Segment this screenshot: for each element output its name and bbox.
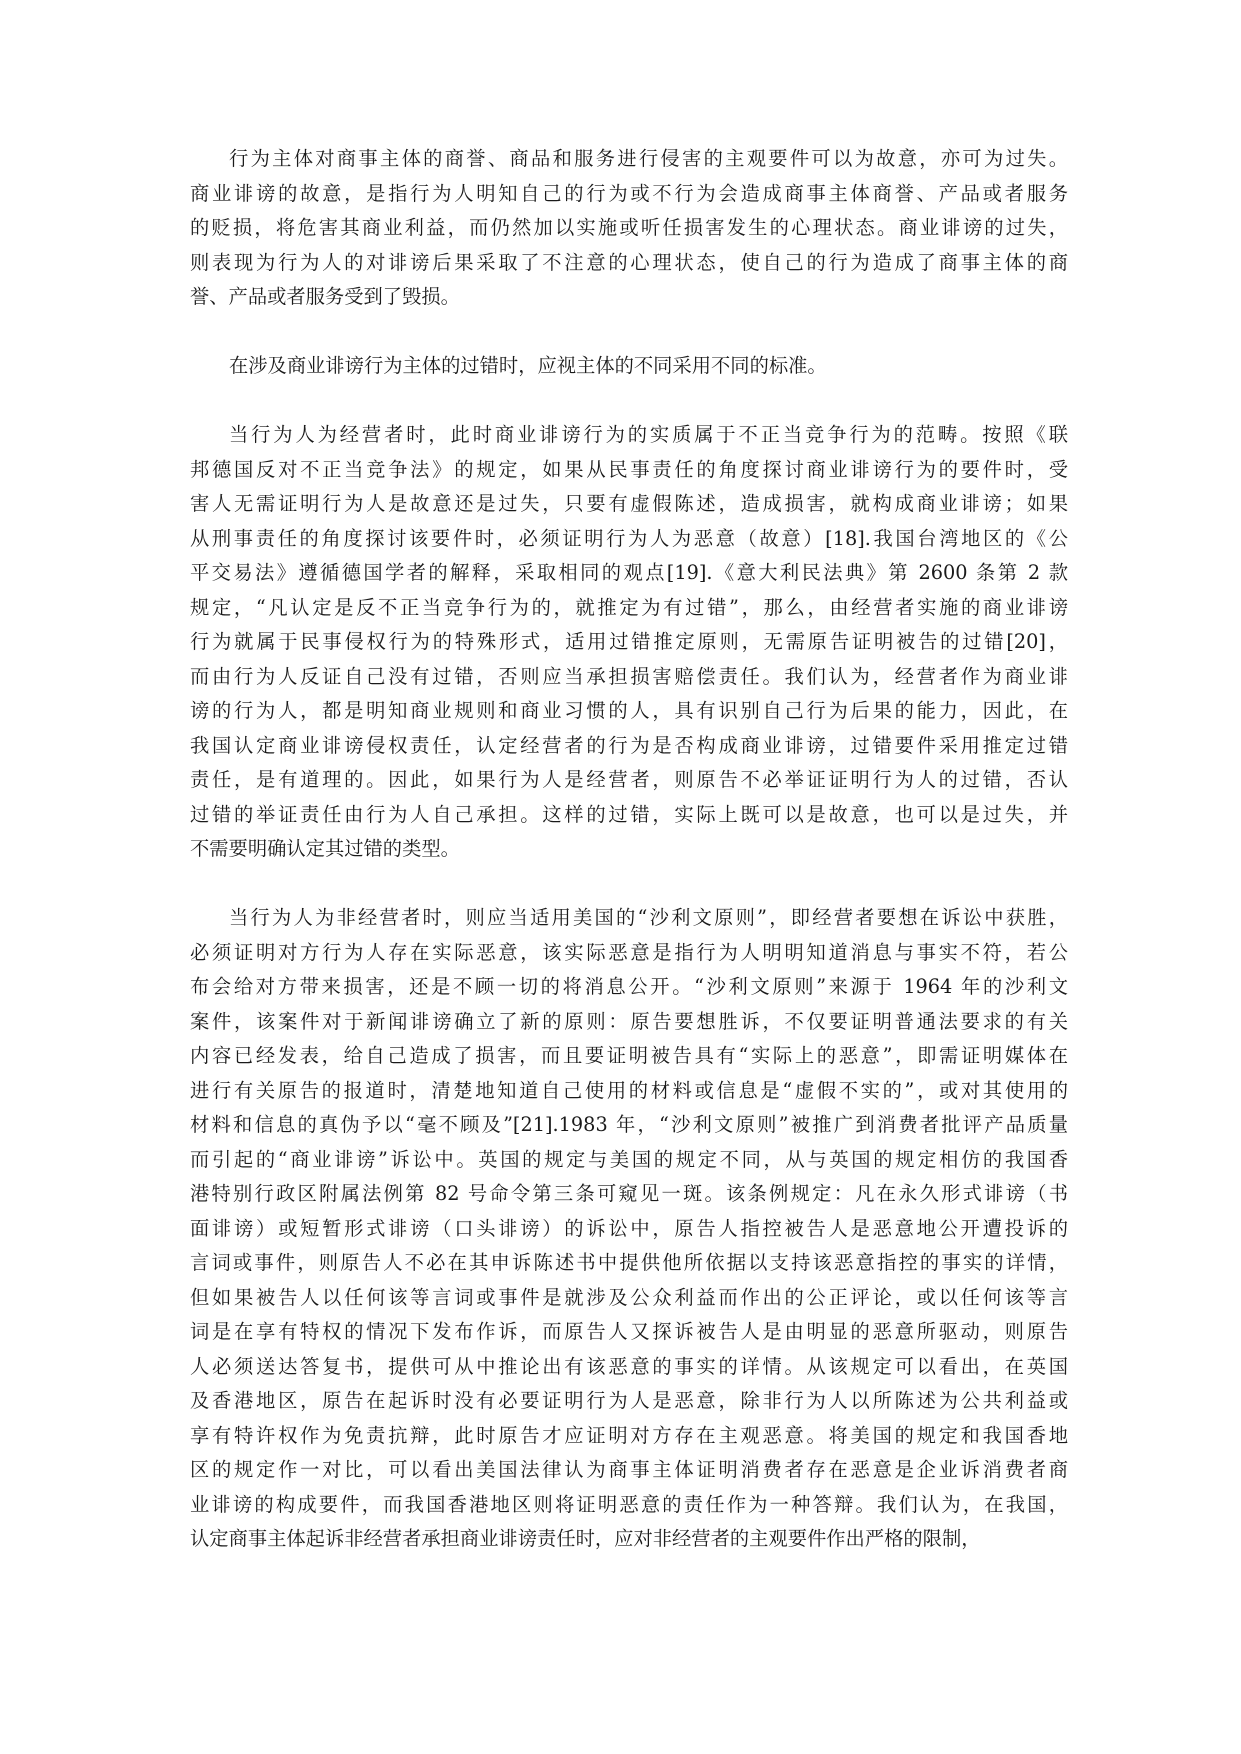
document-body (190, 142, 1068, 1557)
text-line: 则表现为行为人的对诽谤后果采取了不注意的心理状态，使自己的行为造成了商事主体的商 (190, 250, 1068, 274)
text-line: 当行为人为非经营者时，则应当适用美国的“沙利文原则”，即经营者要想在诉讼中获胜， (229, 906, 1068, 929)
paragraph-spacer (190, 867, 1068, 902)
text-line: 害人无需证明行为人是故意还是过失，只要有虚假陈述，造成损害，就构成商业诽谤；如果 (190, 492, 1068, 515)
text-line: 词是在享有特权的情况下发布作诉，而原告人又探诉被告人是由明显的恶意所驱动，则原告 (190, 1320, 1068, 1343)
text-line: 区的规定作一对比，可以看出美国法律认为商事主体证明消费者存在恶意是企业诉消费者商 (190, 1458, 1068, 1481)
text-line: 过错的举证责任由行为人自己承担。这样的过错，实际上既可以是故意，也可以是过失，并 (190, 802, 1068, 826)
text-line: 享有特许权作为免责抗辩，此时原告才应证明对方存在主观恶意。将美国的规定和我国香地 (190, 1423, 1068, 1447)
text-line: 谤的行为人，都是明知商业规则和商业习惯的人，具有识别自己行为后果的能力，因此，在 (190, 699, 1068, 722)
text-line: 材料和信息的真伪予以“毫不顾及”[21].1983 年，“沙利文原则”被推广到消费者批评产品质量 (190, 1113, 1068, 1136)
text-line: 从刑事责任的角度探讨该要件时，必须证明行为人为恶意（故意）[18].我国台湾地区的《公 (190, 526, 1068, 550)
text-line: 平交易法》遵循德国学者的解释，采取相同的观点[19].《意大利民法典》第 2600 条第 2 款 (190, 561, 1068, 584)
paragraph (190, 418, 1068, 867)
text-line: 我国认定商业诽谤侵权责任，认定经营者的行为是否构成商业诽谤，过错要件采用推定过错 (190, 733, 1068, 757)
text-line: 言词或事件，则原告人不必在其申诉陈述书中提供他所依据以支持该恶意指控的事实的详情， (190, 1251, 1068, 1274)
text-line: 邦德国反对不正当竞争法》的规定，如果从民事责任的角度探讨商业诽谤行为的要件时，受 (190, 457, 1068, 481)
text-line: 当行为人为经营者时，此时商业诽谤行为的实质属于不正当竞争行为的范畴。按照《联 (229, 423, 1068, 446)
text-line: 商业诽谤的故意，是指行为人明知自己的行为或不行为会造成商事主体商誉、产品或者服务 (190, 181, 1068, 205)
text-line: 而引起的“商业诽谤”诉讼中。英国的规定与美国的规定不同，从与英国的规定相仿的我国香 (190, 1147, 1068, 1171)
text-line: 港特别行政区附属法例第 82 号命令第三条可窥见一斑。该条例规定：凡在永久形式诽谤（书 (190, 1182, 1068, 1205)
paragraph-spacer (190, 315, 1068, 350)
text-line: 进行有关原告的报道时，清楚地知道自己使用的材料或信息是“虚假不实的”，或对其使用的 (190, 1078, 1068, 1102)
text-line: 及香港地区，原告在起诉时没有必要证明行为人是恶意，除非行为人以所陈述为公共利益或 (190, 1389, 1068, 1412)
paragraph (190, 349, 1068, 384)
text-line: 誉、产品或者服务受到了毁损。 (190, 285, 460, 308)
text-line: 行为主体对商事主体的商誉、商品和服务进行侵害的主观要件可以为故意，亦可为过失。 (229, 147, 1068, 170)
text-line: 行为就属于民事侵权行为的特殊形式，适用过错推定原则，无需原告证明被告的过错[20]， (190, 630, 1068, 653)
text-line: 规定，“凡认定是反不正当竞争行为的，就推定为有过错”，那么，由经营者实施的商业诽谤 (190, 595, 1068, 619)
text-line: 面诽谤）或短暂形式诽谤（口头诽谤）的诉讼中，原告人指控被告人是恶意地公开遭投诉的 (190, 1216, 1068, 1240)
paragraph (190, 901, 1068, 1557)
text-line: 业诽谤的构成要件，而我国香港地区则将证明恶意的责任作为一种答辩。我们认为，在我国， (190, 1492, 1068, 1516)
text-line: 在涉及商业诽谤行为主体的过错时，应视主体的不同采用不同的标准。 (229, 354, 827, 377)
text-line: 认定商事主体起诉非经营者承担商业诽谤责任时，应对非经营者的主观要件作出严格的限制， (190, 1527, 981, 1550)
text-line: 不需要明确认定其过错的类型。 (190, 837, 460, 860)
text-line: 必须证明对方行为人存在实际恶意，该实际恶意是指行为人明明知道消息与事实不符，若公 (190, 940, 1068, 964)
text-line: 但如果被告人以任何该等言词或事件是就涉及公众利益而作出的公正评论，或以任何该等言 (190, 1285, 1068, 1309)
text-line: 案件，该案件对于新闻诽谤确立了新的原则：原告要想胜诉，不仅要证明普通法要求的有关 (190, 1009, 1068, 1033)
text-line: 而由行为人反证自己没有过错，否则应当承担损害赔偿责任。我们认为，经营者作为商业诽 (190, 664, 1068, 688)
text-line: 的贬损，将危害其商业利益，而仍然加以实施或听任损害发生的心理状态。商业诽谤的过失， (190, 216, 1068, 239)
paragraph (190, 142, 1068, 315)
text-line: 内容已经发表，给自己造成了损害，而且要证明被告具有“实际上的恶意”，即需证明媒体在 (190, 1044, 1068, 1067)
text-line: 责任，是有道理的。因此，如果行为人是经营者，则原告不必举证证明行为人的过错，否认 (190, 768, 1068, 791)
text-line: 人必须送达答复书，提供可从中推论出有该恶意的事实的详情。从该规定可以看出，在英国 (190, 1354, 1068, 1378)
paragraph-spacer (190, 384, 1068, 419)
text-line: 布会给对方带来损害，还是不顾一切的将消息公开。“沙利文原则”来源于 1964 年的沙利文 (190, 975, 1068, 998)
